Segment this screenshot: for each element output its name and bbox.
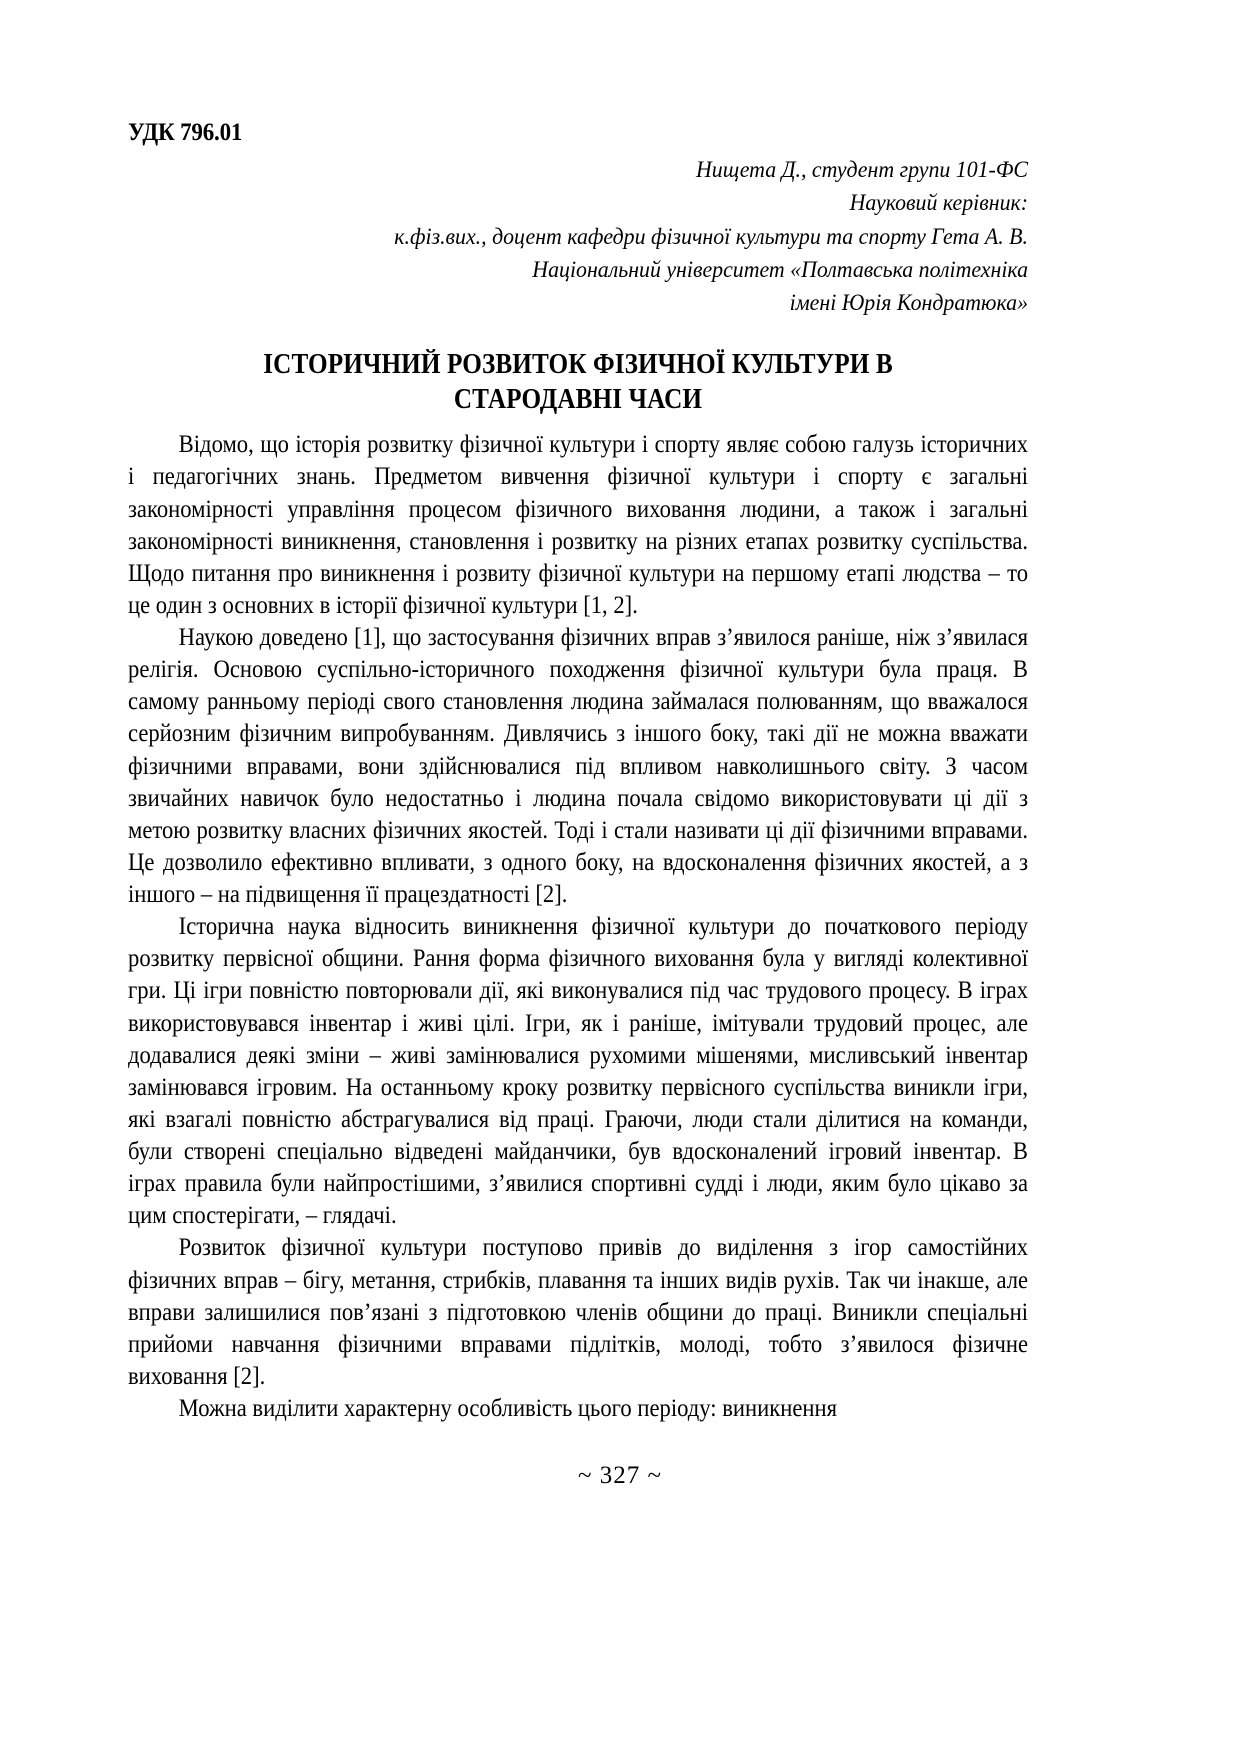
body-text [128,429,1028,1425]
udc-code: УДК 796.01 [128,119,243,146]
author-line-supervisor-label: Науковий керівник: [849,190,1028,217]
paragraph: Історична наука відносить виникнення фізичної культури до початкового періоду розвитку первісної общини. Рання форма фізичного виховання була у вигляді колективної гри. Ці ігри повністю повторювали дії, які виконувалися під час трудового процесу. В іграх використовувався інвентар і живі цілі. Ігри, як і раніше, імітували трудовий процес, але додавалися деякі зміни – живі замінювалися рухомими мішенями, мисливський інвентар замінювався ігровим. На останньому кроку розвитку первісного суспільства виникли ігри, які взагалі повністю абстрагувалися від праці. Граючи, люди стали ділитися на команди, були створені спеціально відведені майданчики, був вдосконалений ігровий інвентар. В іграх правила були найпростішими, з’явилися спортивні судді і люди, яким було цікаво за цим спостерігати, – глядачі. [128,913,1029,1230]
author-line-supervisor: к.фіз.вих., доцент кафедри фізичної культури та спорту Гета А. В. [394,223,1028,250]
paragraph: Відомо, що історія розвитку фізичної культури і спорту являє собою галузь історичних і педагогічних знань. Предметом вивчення фізичної культури і спорту є загальні закономірності управління процесом фізичного виховання людини, а також і загальні закономірності виникнення, становлення і розвитку на різних етапах розвитку суспільства. Щодо питання про виникнення і розвиту фізичної культури на першому етапі людства – то це один з основних в історії фізичної культури [1, 2]. [128,431,1029,619]
title-line-1: ІСТОРИЧНИЙ РОЗВИТОК ФІЗИЧНОЇ КУЛЬТУРИ В [263,348,893,380]
page-content [128,118,1028,1425]
author-line-university-1: Національний університет «Полтавська політехніка [532,257,1028,284]
author-affiliation-block [191,154,1028,321]
page-title [173,347,983,418]
author-line-student: Нищета Д., студент групи 101-ФС [696,157,1028,183]
paragraph: Розвиток фізичної культури поступово привів до виділення з ігор самостійних фізичних вправ – бігу, метання, стрибків, плавання та інших видів рухів. Так чи інакше, але вправи залишилися пов’язані з підготовкою членів общини до праці. Виникли спеціальні прийоми навчання фізичними вправами підлітків, молоді, тобто з’явилося фізичне виховання [2]. [128,1234,1029,1390]
title-line-2: СТАРОДАВНІ ЧАСИ [453,384,703,416]
paragraph: Можна виділити характерну особливість цього періоду: виникнення [178,1395,838,1423]
page-number-footer: ~ 327 ~ [577,1462,663,1489]
paragraph: Наукою доведено [1], що застосування фізичних вправ з’явилося раніше, ніж з’явилася релігія. Основою суспільно-історичного походження фізичної культури була праця. В самому ранньому періоді свого становлення людина займалася полюванням, що вважалося серйозним фізичним випробуванням. Дивлячись з іншого боку, такі дії не можна вважати фізичними вправами, вони здійснювалися під впливом навколишнього світу. З часом звичайних навичок було недостатньо і людина почала свідомо використовувати ці дії з метою розвитку власних фізичних якостей. Тоді і стали називати ці дії фізичними вправами. Це дозволило ефективно впливати, з одного боку, на вдосконалення фізичних якостей, а з іншого – на підвищення її працездатності [2]. [128,624,1029,909]
author-line-university-2: імені Юрія Кондратюка» [789,290,1028,317]
